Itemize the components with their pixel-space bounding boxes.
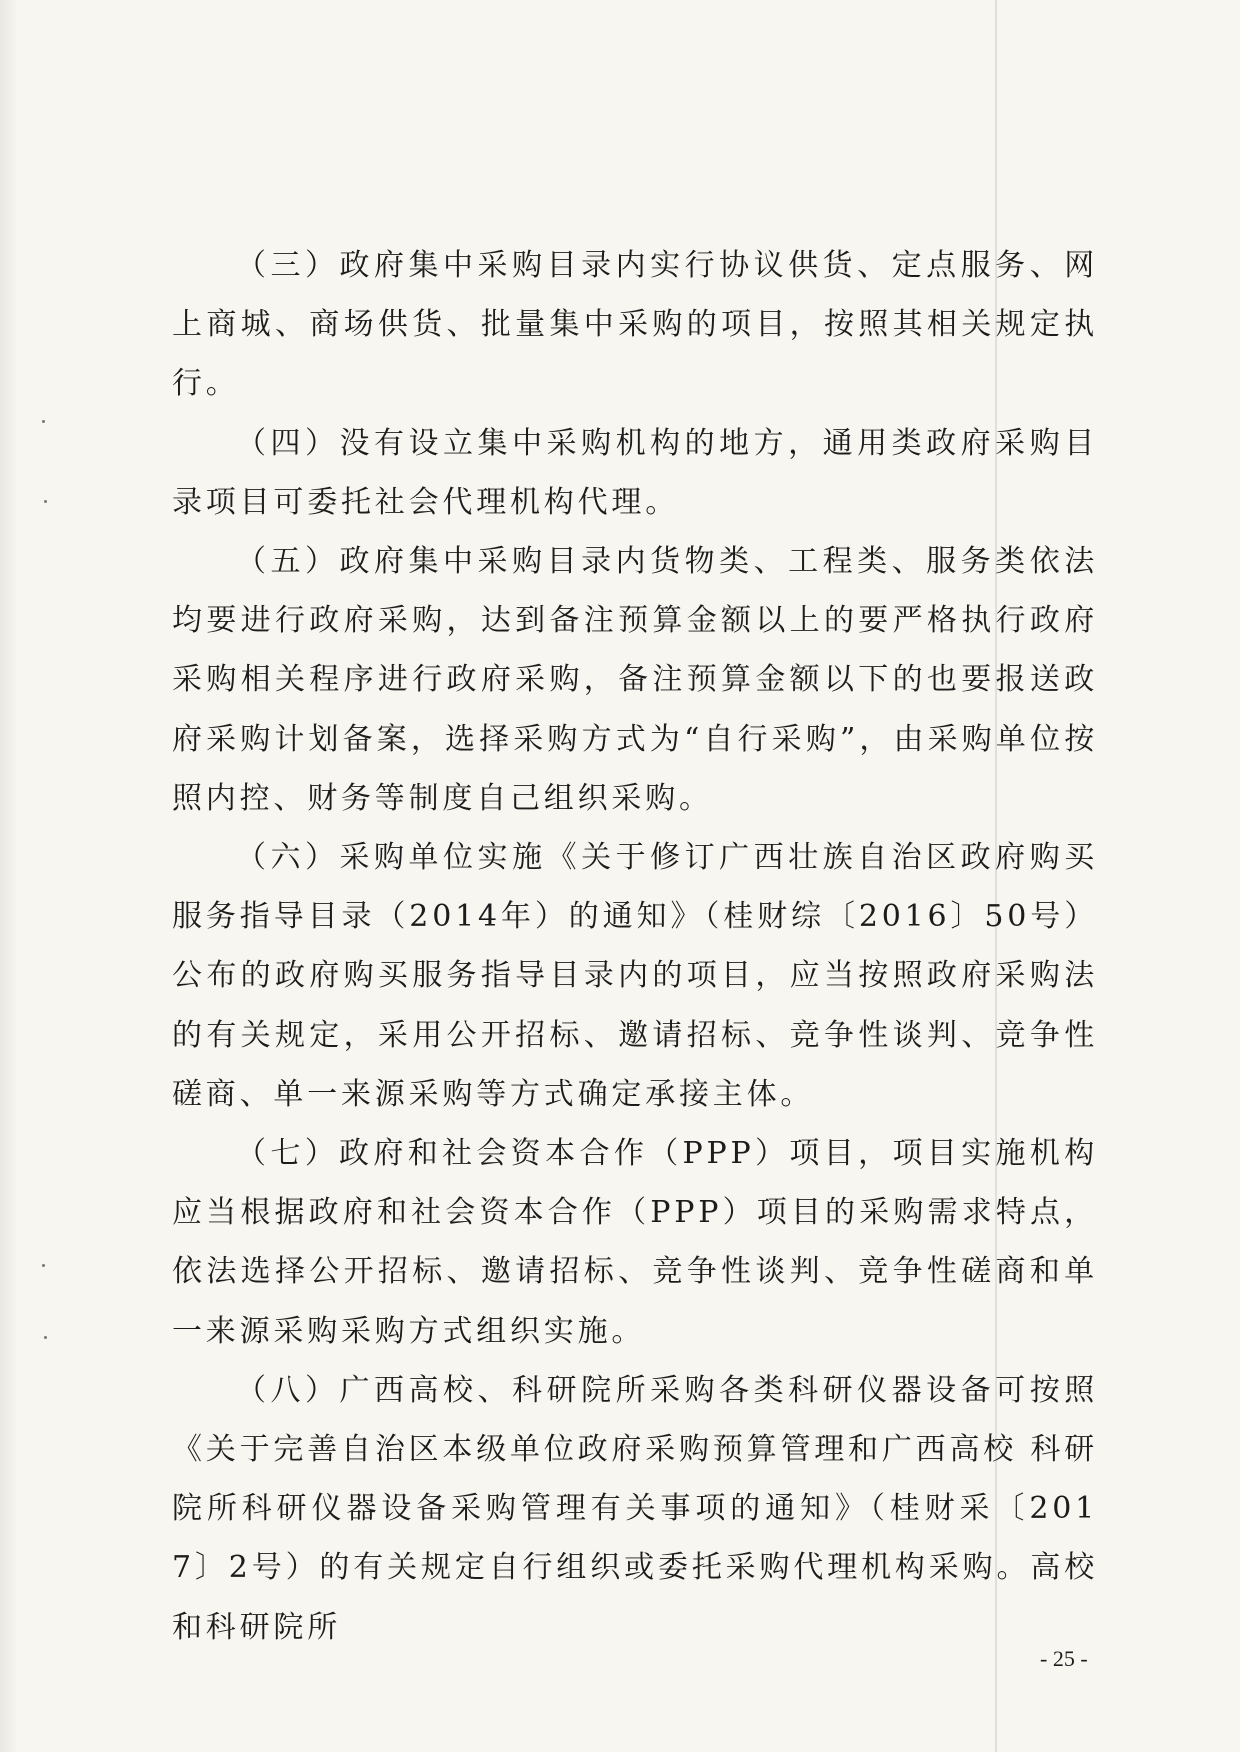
binding-hole-mark (42, 420, 45, 423)
binding-hole-mark (44, 500, 47, 503)
paragraph-item-8: （八）广西高校、科研院所采购各类科研仪器设备可按照《关于完善自治区本级单位政府采购预算管理和广西高校 科研院所科研仪器设备采购管理有关事项的通知》（桂财采〔2017〕2号）的有关规定自行组织或委托采购代理机构采购。高校和科研院所 (172, 1372, 1098, 1645)
paragraph-item-3: （三）政府集中采购目录内实行协议供货、定点服务、网上商城、商场供货、批量集中采购的项目，按照其相关规定执行。 (172, 248, 1098, 402)
page-number: - 25 - (1040, 1646, 1088, 1671)
scan-left-edge (0, 0, 18, 1752)
paragraph-item-6: （六）采购单位实施《关于修订广西壮族自治区政府购买服务指导目录（2014年）的通知》（桂财综〔2016〕50号）公布的政府购买服务指导目录内的项目，应当按照政府采购法的有关规定，采用公开招标、邀请招标、竞争性谈判、竞争性磋商、单一来源采购等方式确定承接主体。 (172, 840, 1098, 1112)
paragraph-item-7: （七）政府和社会资本合作（PPP）项目，项目实施机构应当根据政府和社会资本合作（PPP）项目的采购需求特点，依法选择公开招标、邀请招标、竞争性谈判、竞争性磋商和单一来源采购采购方式组织实施。 (172, 1136, 1098, 1349)
document-body (172, 236, 1098, 1657)
paragraph-item-4: （四）没有设立集中采购机构的地方，通用类政府采购目录项目可委托社会代理机构代理。 (172, 425, 1098, 520)
paragraph-item-5: （五）政府集中采购目录内货物类、工程类、服务类依法均要进行政府采购，达到备注预算金额以上的要严格执行政府采购相关程序进行政府采购，备注预算金额以下的也要报送政府采购计划备案，选择采购方式为“自行采购”，由采购单位按照内控、财务等制度自己组织采购。 (172, 544, 1098, 816)
binding-hole-mark (44, 1336, 47, 1339)
binding-hole-mark (42, 1264, 45, 1267)
